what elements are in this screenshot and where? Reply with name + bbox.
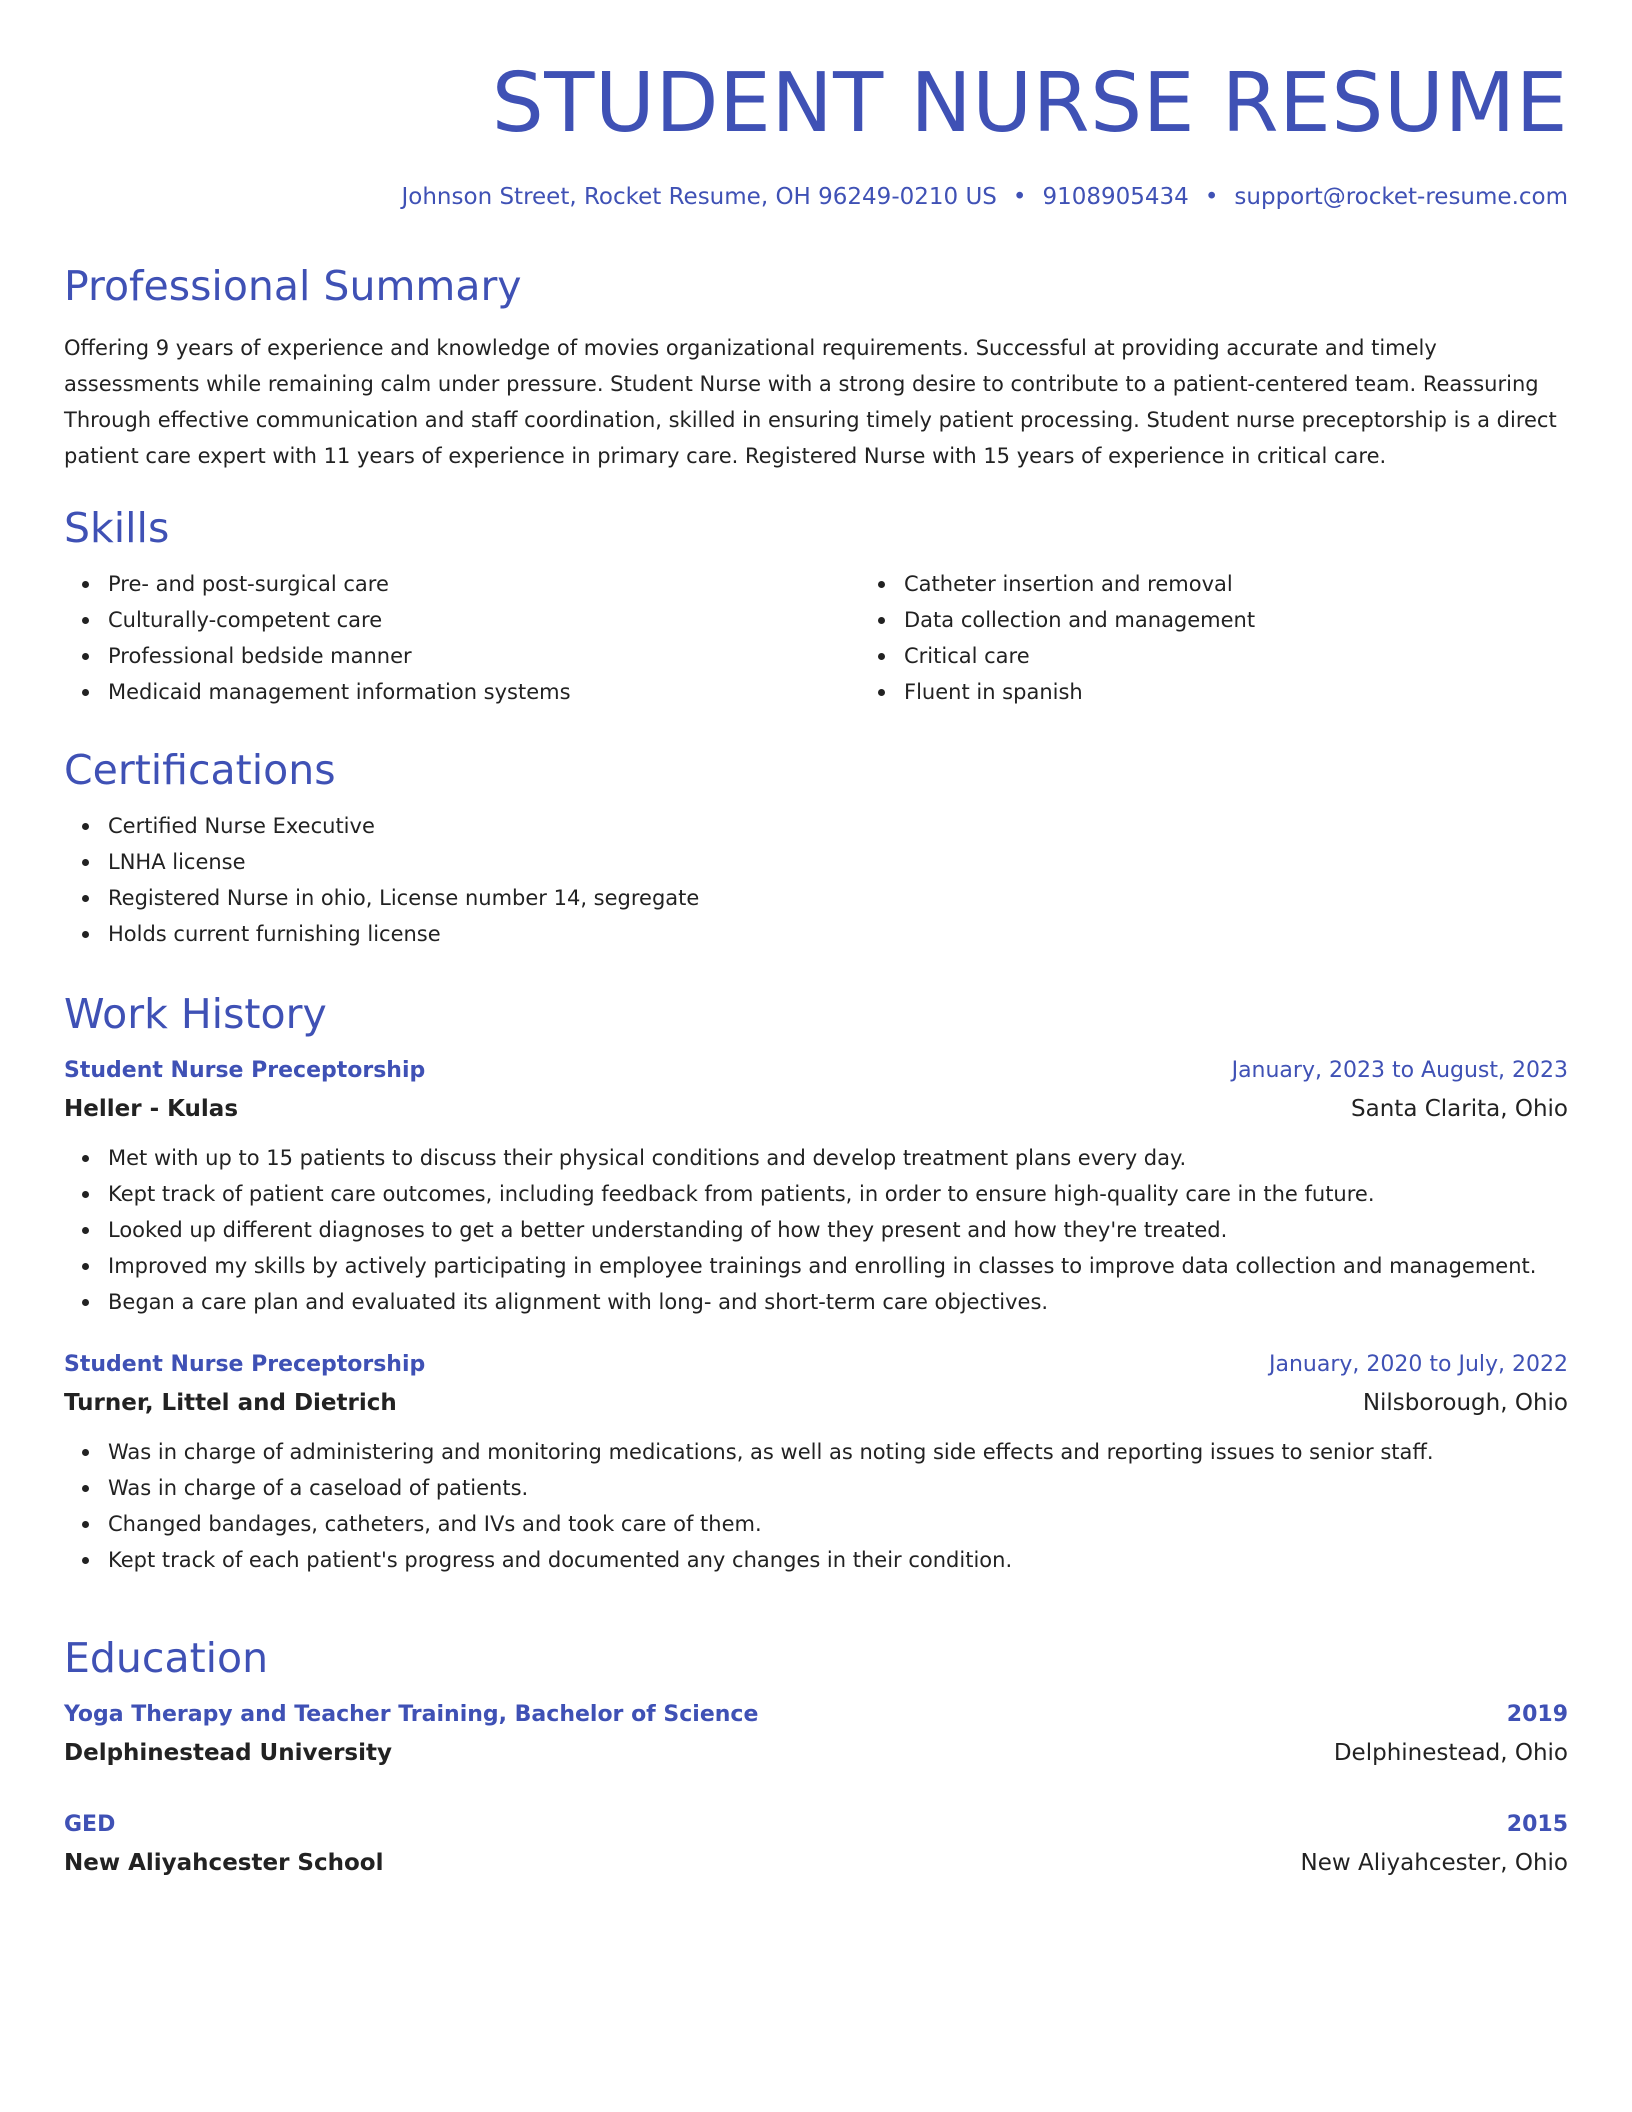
job-duties — [64, 1434, 1568, 1578]
skill-item: Fluent in spanish — [904, 674, 1632, 710]
school-location: Delphinestead, Ohio — [1333, 1740, 1568, 1766]
certification-item: LNHA license — [108, 844, 1568, 880]
education-entry-subheader — [64, 1844, 1568, 1882]
contact-phone: 9108905434 — [1042, 184, 1189, 210]
school-name: Delphinestead University — [64, 1740, 392, 1766]
contact-separator: • — [1204, 184, 1219, 210]
skill-item: Culturally-competent care — [108, 602, 860, 638]
skill-item: Catheter insertion and removal — [904, 566, 1632, 602]
skill-item: Critical care — [904, 638, 1632, 674]
job-duty-item: Began a care plan and evaluated its alignment with long- and short-term care objectives. — [108, 1284, 1568, 1320]
job-location: Nilsborough, Ohio — [1362, 1390, 1568, 1416]
certifications-heading: Certifications — [64, 746, 336, 794]
certification-item: Certified Nurse Executive — [108, 808, 1568, 844]
summary-section — [64, 262, 1568, 474]
resume-title: STUDENT NURSE RESUME — [491, 56, 1568, 151]
summary-heading: Professional Summary — [64, 262, 522, 310]
education-entry-header — [64, 1806, 1568, 1844]
job-location: Santa Clarita, Ohio — [1351, 1096, 1568, 1122]
skills-list-left — [64, 566, 860, 710]
contact-separator: • — [1012, 184, 1027, 210]
job-title: Student Nurse Preceptorship — [64, 1352, 426, 1377]
work-heading: Work History — [64, 990, 327, 1038]
work-entry — [64, 1346, 1568, 1578]
contact-address: Johnson Street, Rocket Resume, OH 96249-0210 US — [401, 184, 997, 210]
contact-email[interactable]: support@rocket-resume.com — [1234, 184, 1568, 210]
certifications-list — [64, 808, 1568, 952]
job-duties — [64, 1140, 1568, 1320]
job-duty-item: Changed bandages, catheters, and IVs and took care of them. — [108, 1506, 1568, 1542]
job-company: Heller - Kulas — [64, 1096, 239, 1122]
skills-grid — [64, 552, 1568, 710]
job-duty-item: Was in charge of administering and monitoring medications, as well as noting side effects and reporting issues to senior staff. — [108, 1434, 1568, 1470]
degree-title: Yoga Therapy and Teacher Training, Bachelor of Science — [64, 1702, 759, 1727]
skill-item: Medicaid management information systems — [108, 674, 860, 710]
skill-item: Professional bedside manner — [108, 638, 860, 674]
education-entry — [64, 1806, 1568, 1882]
school-location: New Aliyahcester, Ohio — [1300, 1850, 1568, 1876]
work-entry — [64, 1052, 1568, 1320]
work-entry-subheader — [64, 1090, 1568, 1128]
education-entry-subheader — [64, 1734, 1568, 1772]
education-heading: Education — [64, 1634, 269, 1682]
certification-item: Registered Nurse in ohio, License number 14, segregate — [108, 880, 1568, 916]
skills-section — [64, 504, 1568, 710]
job-duty-item: Looked up different diagnoses to get a better understanding of how they present and how they're treated. — [108, 1212, 1568, 1248]
degree-title: GED — [64, 1812, 116, 1837]
work-entry-subheader — [64, 1384, 1568, 1422]
work-entry-header — [64, 1346, 1568, 1384]
education-entry-header — [64, 1696, 1568, 1734]
work-entry-header — [64, 1052, 1568, 1090]
job-duty-item: Kept track of each patient's progress and documented any changes in their condition. — [108, 1542, 1568, 1578]
job-dates: January, 2023 to August, 2023 — [1231, 1058, 1568, 1083]
school-name: New Aliyahcester School — [64, 1850, 384, 1876]
job-duty-item: Was in charge of a caseload of patients. — [108, 1470, 1568, 1506]
work-section — [64, 990, 1568, 1578]
job-company: Turner, Littel and Dietrich — [64, 1390, 397, 1416]
skill-item: Pre- and post-surgical care — [108, 566, 860, 602]
skills-list-right — [860, 566, 1632, 710]
job-duty-item: Improved my skills by actively participating in employee trainings and enrolling in classes to improve data collection and management. — [108, 1248, 1568, 1284]
job-duty-item: Met with up to 15 patients to discuss their physical conditions and develop treatment plans every day. — [108, 1140, 1568, 1176]
contact-line — [402, 182, 1569, 212]
skills-heading: Skills — [64, 504, 170, 552]
certifications-section — [64, 746, 1568, 952]
education-section — [64, 1634, 1568, 1882]
job-title: Student Nurse Preceptorship — [64, 1058, 426, 1083]
education-entry — [64, 1696, 1568, 1772]
summary-text: Offering 9 years of experience and knowledge of movies organizational requirements. Successful at providing accurate and timely assessments while remaining calm under pressure. Student Nurse with a strong desire to contribute to a patient-centered team. Reassuring Through effective communication and staff coordination, skilled in ensuring timely patient processing. Student nurse preceptorship is a direct patient care expert with 11 years of experience in primary care. Registered Nurse with 15 years of experience in critical care. — [64, 336, 1557, 468]
job-dates: January, 2020 to July, 2022 — [1269, 1352, 1568, 1377]
job-duty-item: Kept track of patient care outcomes, including feedback from patients, in order to ensure high-quality care in the future. — [108, 1176, 1568, 1212]
graduation-year: 2019 — [1506, 1702, 1568, 1727]
certification-item: Holds current furnishing license — [108, 916, 1568, 952]
skill-item: Data collection and management — [904, 602, 1632, 638]
graduation-year: 2015 — [1506, 1812, 1568, 1837]
